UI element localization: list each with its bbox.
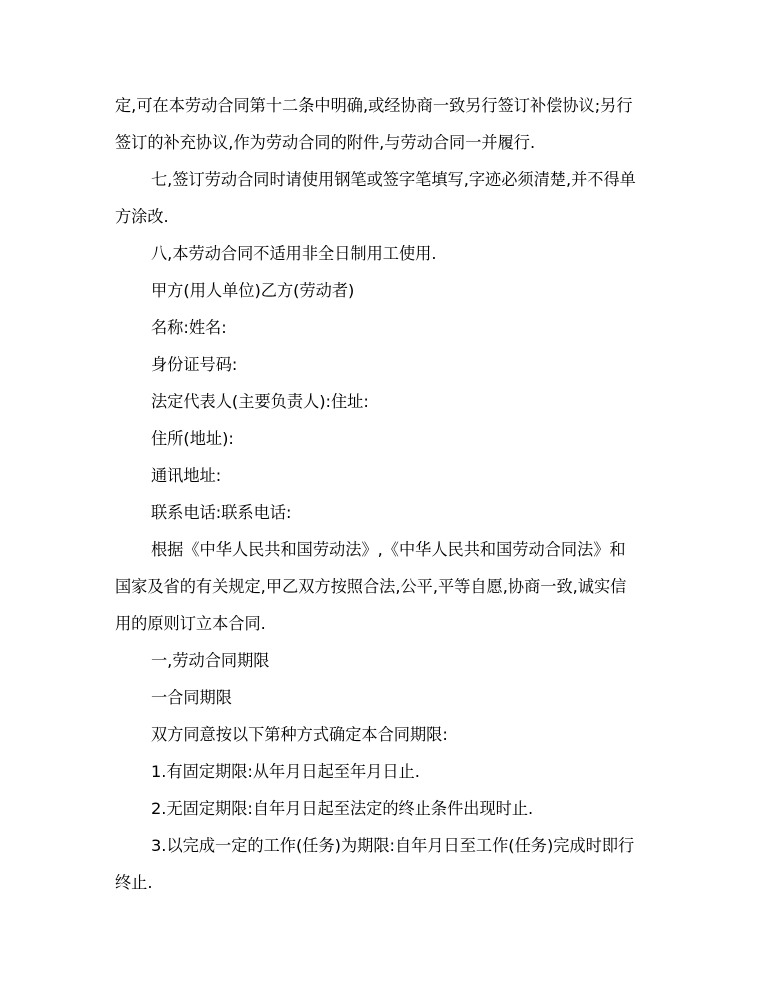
subsection-heading-term: 一合同期限	[151, 688, 232, 707]
paragraph-clause-eight: 八,本劳动合同不适用非全日制用工使用.	[151, 244, 437, 263]
paragraph-parties-heading: 甲方(用人单位)乙方(劳动者)	[151, 281, 355, 300]
list-item-fixed-term: 1.有固定期限:从年月日起至年月日止.	[151, 762, 420, 781]
paragraph-preamble: 根据《中华人民共和国劳动法》,《中华人民共和国劳动合同法》和国家及省的有关规定,甲乙双方按照合法,公平,平等自愿,协商一致,诚实信用的原则订立本合同.	[115, 540, 627, 633]
field-name: 名称:姓名:	[151, 318, 227, 337]
document-body	[115, 87, 640, 901]
field-phone: 联系电话:联系电话:	[151, 503, 292, 522]
field-residence: 住所(地址):	[151, 429, 234, 448]
section-heading-contract-term: 一,劳动合同期限	[151, 651, 270, 670]
field-mailing-address: 通讯地址:	[151, 466, 222, 485]
field-legal-representative: 法定代表人(主要负责人):住址:	[151, 392, 369, 411]
list-item-open-term: 2.无固定期限:自年月日起至法定的终止条件出现时止.	[151, 799, 534, 818]
paragraph-clause-seven: 七,签订劳动合同时请使用钢笔或签字笔填写,字迹必须清楚,并不得单方涂改.	[115, 170, 636, 226]
paragraph-continuation: 定,可在本劳动合同第十二条中明确,或经协商一致另行签订补偿协议;另行签订的补充协议,作为劳动合同的附件,与劳动合同一并履行.	[115, 96, 633, 152]
field-id-number: 身份证号码:	[151, 355, 238, 374]
paragraph-term-method: 双方同意按以下第种方式确定本合同期限:	[151, 725, 448, 744]
list-item-task-term: 3.以完成一定的工作(任务)为期限:自年月日至工作(任务)完成时即行终止.	[115, 836, 635, 892]
